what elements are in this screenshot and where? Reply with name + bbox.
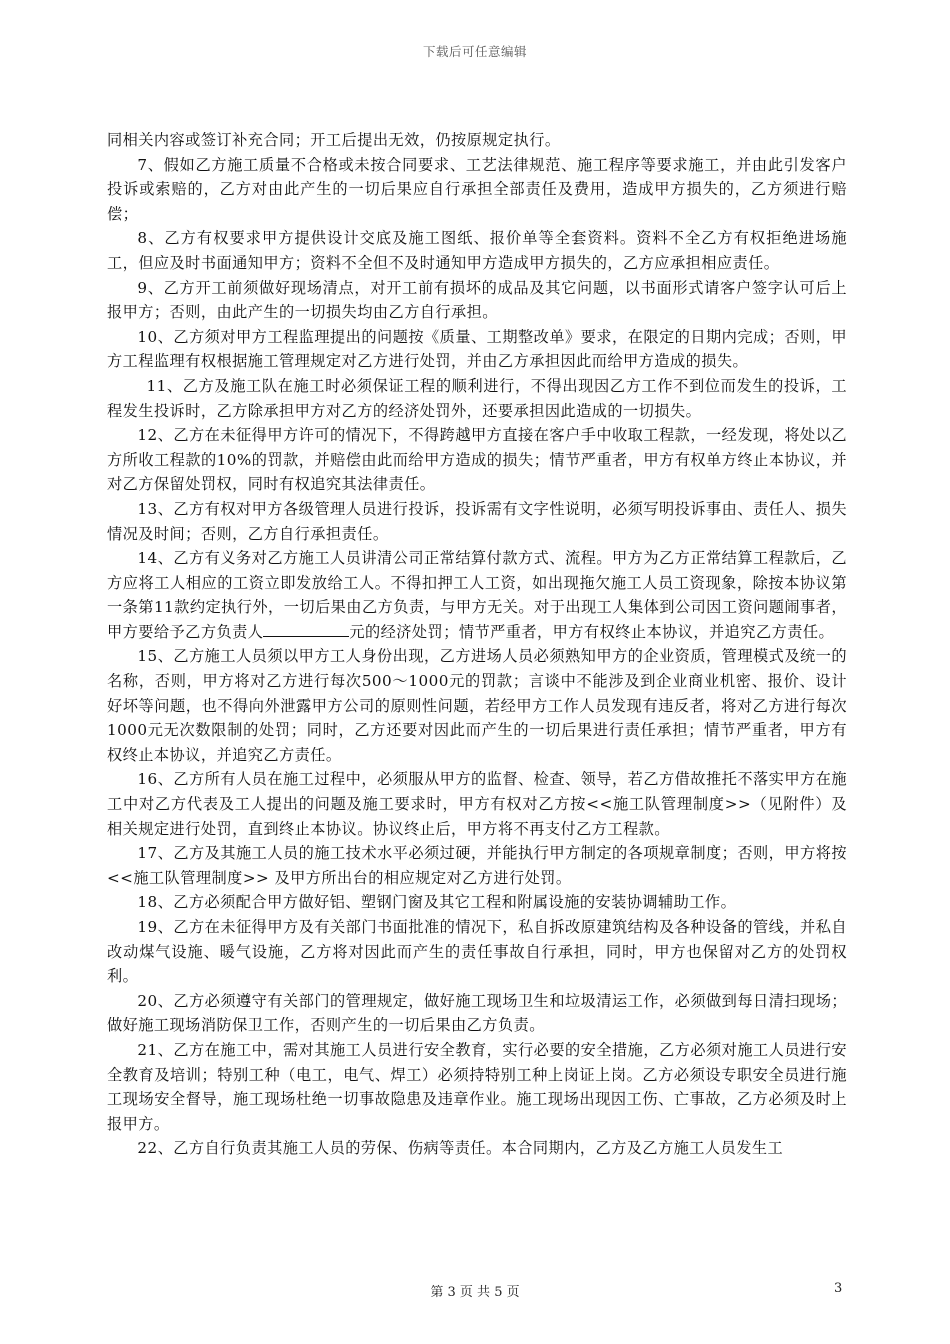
clause-19: 19、乙方在未征得甲方及有关部门书面批准的情况下，私自拆改原建筑结构及各种设备的管线，并私自改动煤气设施、暖气设施，乙方将对因此而产生的责任事故自行承担，同时，甲方也保留对乙方的处罚权利。 [107,918,847,986]
document-body [107,128,847,1161]
clause-8: 8、乙方有权要求甲方提供设计交底及施工图纸、报价单等全套资料。资料不全乙方有权拒绝进场施工，但应及时书面通知甲方；资料不全但不及时通知甲方造成甲方损失的，乙方应承担相应责任。 [107,229,847,272]
clause-17: 17、乙方及其施工人员的施工技术水平必须过硬，并能执行甲方制定的各项规章制度；否则，甲方将按<<施工队管理制度>> 及甲方所出台的相应规定对乙方进行处罚。 [107,844,847,887]
clause-21: 21、乙方在施工中，需对其施工人员进行安全教育，实行必要的安全措施，乙方必须对施工人员进行安全教育及培训；特别工种（电工，电气、焊工）必须持特别工种上岗证上岗。乙方必须设专职安全员进行施工现场安全督导，施工现场杜绝一切事故隐患及违章作业。施工现场出现因工伤、亡事故，乙方必须及时上报甲方。 [107,1040,847,1133]
clause-20: 20、乙方必须遵守有关部门的管理规定，做好施工现场卫生和垃圾清运工作，必须做到每日清扫现场；做好施工现场消防保卫工作，否则产生的一切后果由乙方负责。 [107,991,847,1035]
clause-7: 7、假如乙方施工质量不合格或未按合同要求、工艺法律规范、施工程序等要求施工，并由此引发客户投诉或索赔的，乙方对由此产生的一切后果应自行承担全部责任及费用，造成甲方损失的，乙方须进行赔偿； [107,155,847,223]
page-header-note: 下载后可任意编辑 [422,44,527,59]
clause-11: 11、乙方及施工队在施工时必须保证工程的顺利进行，不得出现因乙方工作不到位而发生的投诉，工程发生投诉时，乙方除承担甲方对乙方的经济处罚外，还要承担因此造成的一切损失。 [107,376,847,420]
page-number: 3 [834,1281,843,1296]
clause-14 [107,546,847,644]
clause-13: 13、乙方有权对甲方各级管理人员进行投诉，投诉需有文字性说明，必须写明投诉事由、责任人、损失情况及时间；否则，乙方自行承担责任。 [107,499,847,543]
clause-22: 22、乙方自行负责其施工人员的劳保、伤病等责任。本合同期内，乙方及乙方施工人员发生工 [137,1139,784,1158]
clause-9: 9、乙方开工前须做好现场清点，对开工前有损坏的成品及其它问题，以书面形式请客户签字认可后上报甲方；否则，由此产生的一切损失均由乙方自行承担。 [107,278,847,322]
clause-16: 16、乙方所有人员在施工过程中，必须服从甲方的监督、检查、领导，若乙方借故推托不落实甲方在施工中对乙方代表及工人提出的问题及施工要求时，甲方有权对乙方按<<施工队管理制度>>（见附件）及相关规定进行处罚，直到终止本协议。协议终止后，甲方将不再支付乙方工程款。 [107,770,847,838]
clause-14-text-b: 元的经济处罚；情节严重者，甲方有权终止本协议，并追究乙方责任。 [349,622,835,641]
paragraph-continuation: 同相关内容或签订补充合同；开工后提出无效，仍按原规定执行。 [107,131,561,149]
clause-10: 10、乙方须对甲方工程监理提出的问题按《质量、工期整改单》要求，在限定的日期内完成；否则，甲方工程监理有权根据施工管理规定对乙方进行处罚，并由乙方承担因此而给甲方造成的损失。 [107,327,847,371]
page-footer-info: 第 3 页 共 5 页 [430,1285,520,1300]
fine-amount-blank [263,622,349,637]
clause-15: 15、乙方施工人员须以甲方工人身份出现，乙方进场人员必须熟知甲方的企业资质，管理模式及统一的名称，否则，甲方将对乙方进行每次500～1000元的罚款；言谈中不能涉及到企业商业机密、报价、设计好坏等问题，也不得向外泄露甲方公司的原则性问题，若经甲方工作人员发现有违反者，将对乙方进行每次1000元无次数限制的处罚；同时，乙方还要对因此而产生的一切后果进行责任承担；情节严重者，甲方有权终止本协议，并追究乙方责任。 [107,647,847,764]
clause-14-text-a: 14、乙方有义务对乙方施工人员讲清公司正常结算付款方式、流程。甲方为乙方正常结算工程款后，乙方应将工人相应的工资立即发放给工人。不得扣押工人工资，如出现拖欠施工人员工资现象，除按本协议第一条第11款约定执行外，一切后果由乙方负责，与甲方无关。对于出现工人集体到公司因工资问题闹事者，甲方要给予乙方负责人 [107,549,847,641]
clause-12: 12、乙方在未征得甲方许可的情况下，不得跨越甲方直接在客户手中收取工程款，一经发现，将处以乙方所收工程款的10%的罚款，并赔偿由此而给甲方造成的损失；情节严重者，甲方有权单方终止本协议，并对乙方保留处罚权，同时有权追究其法律责任。 [107,426,847,494]
clause-18: 18、乙方必须配合甲方做好铝、塑钢门窗及其它工程和附属设施的安装协调辅助工作。 [137,893,737,912]
